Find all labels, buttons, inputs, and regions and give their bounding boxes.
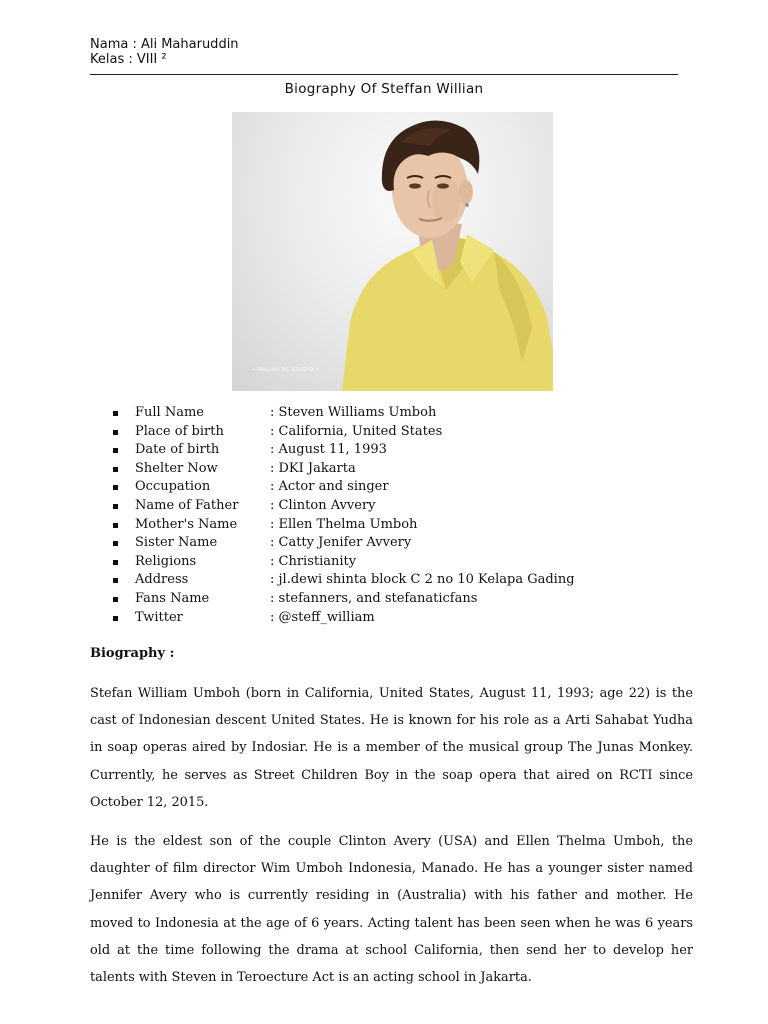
fact-label: Name of Father <box>135 497 239 513</box>
bullet-icon <box>113 448 118 453</box>
fact-value: : California, United States <box>270 423 443 439</box>
bullet-icon <box>113 597 118 602</box>
biography-heading: Biography : <box>90 646 175 661</box>
portrait-photo <box>232 112 553 391</box>
fact-label: Religions <box>135 553 197 569</box>
student-header <box>90 38 239 67</box>
fact-value: : Ellen Thelma Umboh <box>270 516 418 532</box>
header-divider <box>90 74 678 75</box>
portrait-illustration <box>232 112 553 391</box>
fact-value: : stefanners, and stefanaticfans <box>270 590 478 606</box>
fact-label: Shelter Now <box>135 460 218 476</box>
bullet-icon <box>113 616 118 621</box>
fact-value: : Actor and singer <box>270 479 389 495</box>
bullet-icon <box>113 430 118 435</box>
bullet-icon <box>113 467 118 472</box>
fact-label: Fans Name <box>135 590 210 606</box>
fact-label: Address <box>135 572 189 588</box>
fact-value: : Clinton Avvery <box>270 497 376 513</box>
document-title: Biography Of Steffan Willian <box>284 81 484 97</box>
fact-label: Twitter <box>135 609 183 625</box>
bullet-icon <box>113 523 118 528</box>
biography-paragraph-2: He is the eldest son of the couple Clinton Avery (USA) and Ellen Thelma Umboh, the daughter of film director Wim Umboh Indonesia, Manado. He has a younger sister named Jennifer Avery who is currently residing in (Australia) with his father and mother. He moved to Indonesia at the age of 6 years. Acting talent has been seen when he was 6 years old at the time following the drama at school California, then send her to develop her talents with Steven in Teroecture Act is an acting school in Jakarta. <box>90 834 693 986</box>
fact-value: : Catty Jenifer Avvery <box>270 535 412 551</box>
fact-label: Mother's Name <box>135 516 238 532</box>
bullet-icon <box>113 578 118 583</box>
fact-value: : August 11, 1993 <box>270 442 387 458</box>
student-class: Kelas : VIII ² <box>90 51 167 67</box>
fact-value: : @steff_william <box>270 609 375 625</box>
biography-paragraph-1: Stefan William Umboh (born in California, United States, August 11, 1993; age 22) is the cast of Indonesian descent United States. He is known for his role as a Arti Sahabat Yudha in soap operas aired by Indosiar. He is a member of the musical group The Junas Monkey. Currently, he serves as Street Children Boy in the soap opera that aired on RCTI since October 12, 2015. <box>90 686 693 810</box>
fact-value: : DKI Jakarta <box>270 460 356 476</box>
fact-label: Sister Name <box>135 535 218 551</box>
bullet-icon <box>113 504 118 509</box>
bullet-icon <box>113 485 118 490</box>
fact-label: Occupation <box>135 479 211 495</box>
bullet-icon <box>113 560 118 565</box>
fact-label: Full Name <box>135 405 204 420</box>
fact-label: Date of birth <box>135 442 220 458</box>
student-name: Nama : Ali Maharuddin <box>90 37 239 52</box>
bullet-icon <box>113 541 118 546</box>
fact-value: : Steven Williams Umboh <box>270 405 437 420</box>
fact-value: : jl.dewi shinta block C 2 no 10 Kelapa Gading <box>270 572 575 588</box>
bullet-icon <box>113 411 118 416</box>
fact-value: : Christianity <box>270 553 357 569</box>
studio-watermark: • MALIBU RE STUDIO • <box>252 368 320 373</box>
fact-label: Place of birth <box>135 423 224 439</box>
